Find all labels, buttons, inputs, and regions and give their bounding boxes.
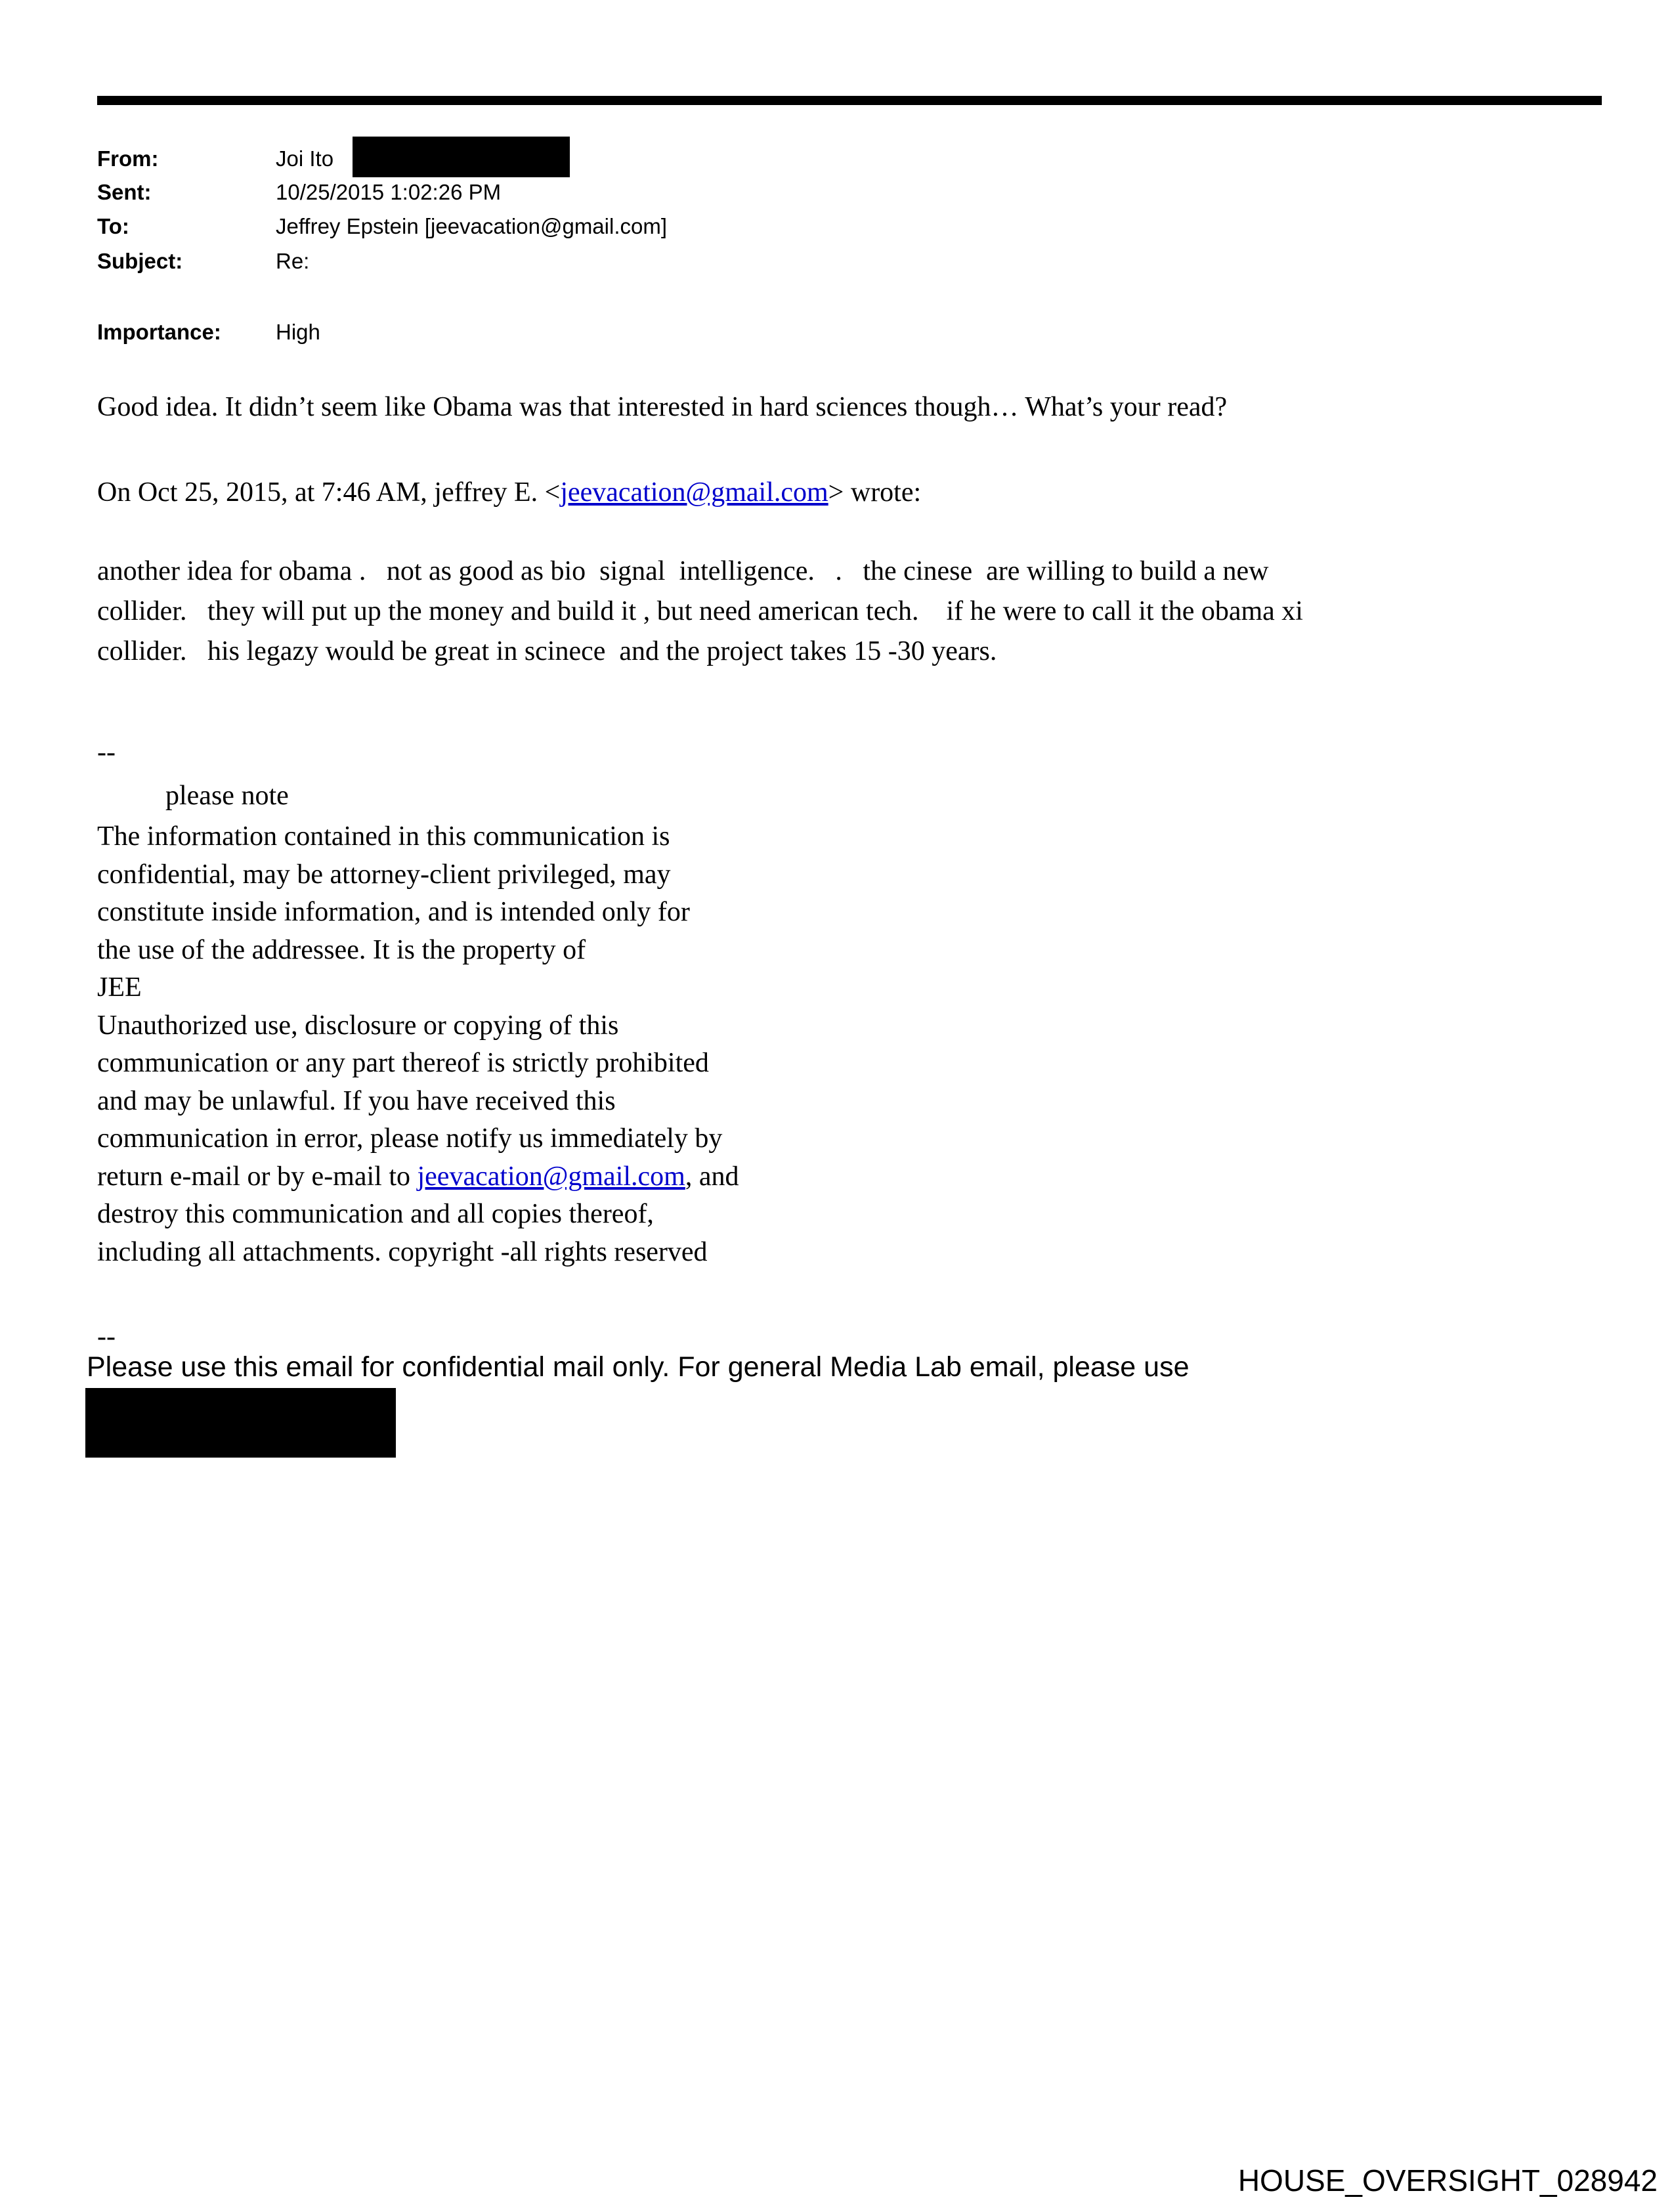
quoted-message-text (97, 552, 1303, 672)
disclaimer-email-line-before: return e-mail or by e-mail to (97, 1161, 418, 1192)
disclaimer-line: including all attachments. copyright -all rights reserved (97, 1236, 708, 1267)
field-label-subject: Subject: (97, 249, 183, 273)
quoted-reply-header-before: On Oct 25, 2015, at 7:46 AM, jeffrey E. < (97, 477, 561, 508)
quoted-line: collider. they will put up the money and build it , but need american tech. if he were to call it the obama xi (97, 596, 1303, 626)
field-value-subject: Re: (276, 249, 310, 273)
disclaimer-line: and may be unlawful. If you have received this (97, 1085, 616, 1116)
disclaimer-email-line-after: , and (685, 1161, 739, 1192)
field-label-to: To: (97, 214, 129, 238)
disclaimer-line: constitute inside information, and is intended only for (97, 897, 690, 927)
disclaimer-line: the use of the addressee. It is the property of (97, 934, 586, 965)
field-label-from: From: (97, 146, 159, 171)
field-label-sent: Sent: (97, 180, 152, 204)
quoted-reply-header-after: > wrote: (828, 477, 922, 508)
disclaimer-line: communication in error, please notify us immediately by (97, 1123, 723, 1154)
field-value-from: Joi Ito (276, 146, 334, 171)
quoted-line: collider. his legazy would be great in scinece and the project takes 15 -30 years. (97, 636, 997, 666)
header-divider-rule (97, 96, 1602, 105)
redaction-box-footer-email (85, 1388, 396, 1458)
disclaimer-line: JEE (97, 972, 142, 1003)
quoted-reply-email-link[interactable]: jeevacation@gmail.com (560, 477, 828, 508)
field-value-importance: High (276, 320, 320, 344)
quoted-reply-header (97, 475, 921, 510)
bates-number: HOUSE_OVERSIGHT_028942 (1237, 2163, 1658, 2198)
disclaimer-line: communication or any part thereof is strictly prohibited (97, 1048, 709, 1078)
please-note-heading: please note (165, 781, 289, 811)
email-body-greeting: Good idea. It didn’t seem like Obama was that interested in hard sciences though… What’s your read? (97, 392, 1228, 422)
signature-separator-top: -- (97, 737, 116, 768)
disclaimer-email-link[interactable]: jeevacation@gmail.com (417, 1161, 685, 1192)
field-value-sent: 10/25/2015 1:02:26 PM (276, 180, 502, 204)
field-value-to: Jeffrey Epstein [jeevacation@gmail.com] (276, 214, 667, 238)
disclaimer-line: destroy this communication and all copies thereof, (97, 1199, 654, 1229)
disclaimer-line: confidential, may be attorney-client privileged, may (97, 859, 671, 890)
quoted-line: another idea for obama . not as good as bio signal intelligence. . the cinese are willing to build a new (97, 556, 1269, 586)
redaction-box-from-address (353, 137, 570, 177)
confidentiality-disclaimer (97, 818, 739, 1271)
media-lab-note: Please use this email for confidential mail only. For general Media Lab email, please use (87, 1351, 1190, 1383)
disclaimer-line: The information contained in this communication is (97, 821, 670, 852)
field-label-importance: Importance: (97, 320, 221, 344)
disclaimer-line: Unauthorized use, disclosure or copying of this (97, 1010, 619, 1041)
signature-separator-bottom: -- (97, 1322, 116, 1352)
disclaimer-email-line (97, 1158, 739, 1196)
